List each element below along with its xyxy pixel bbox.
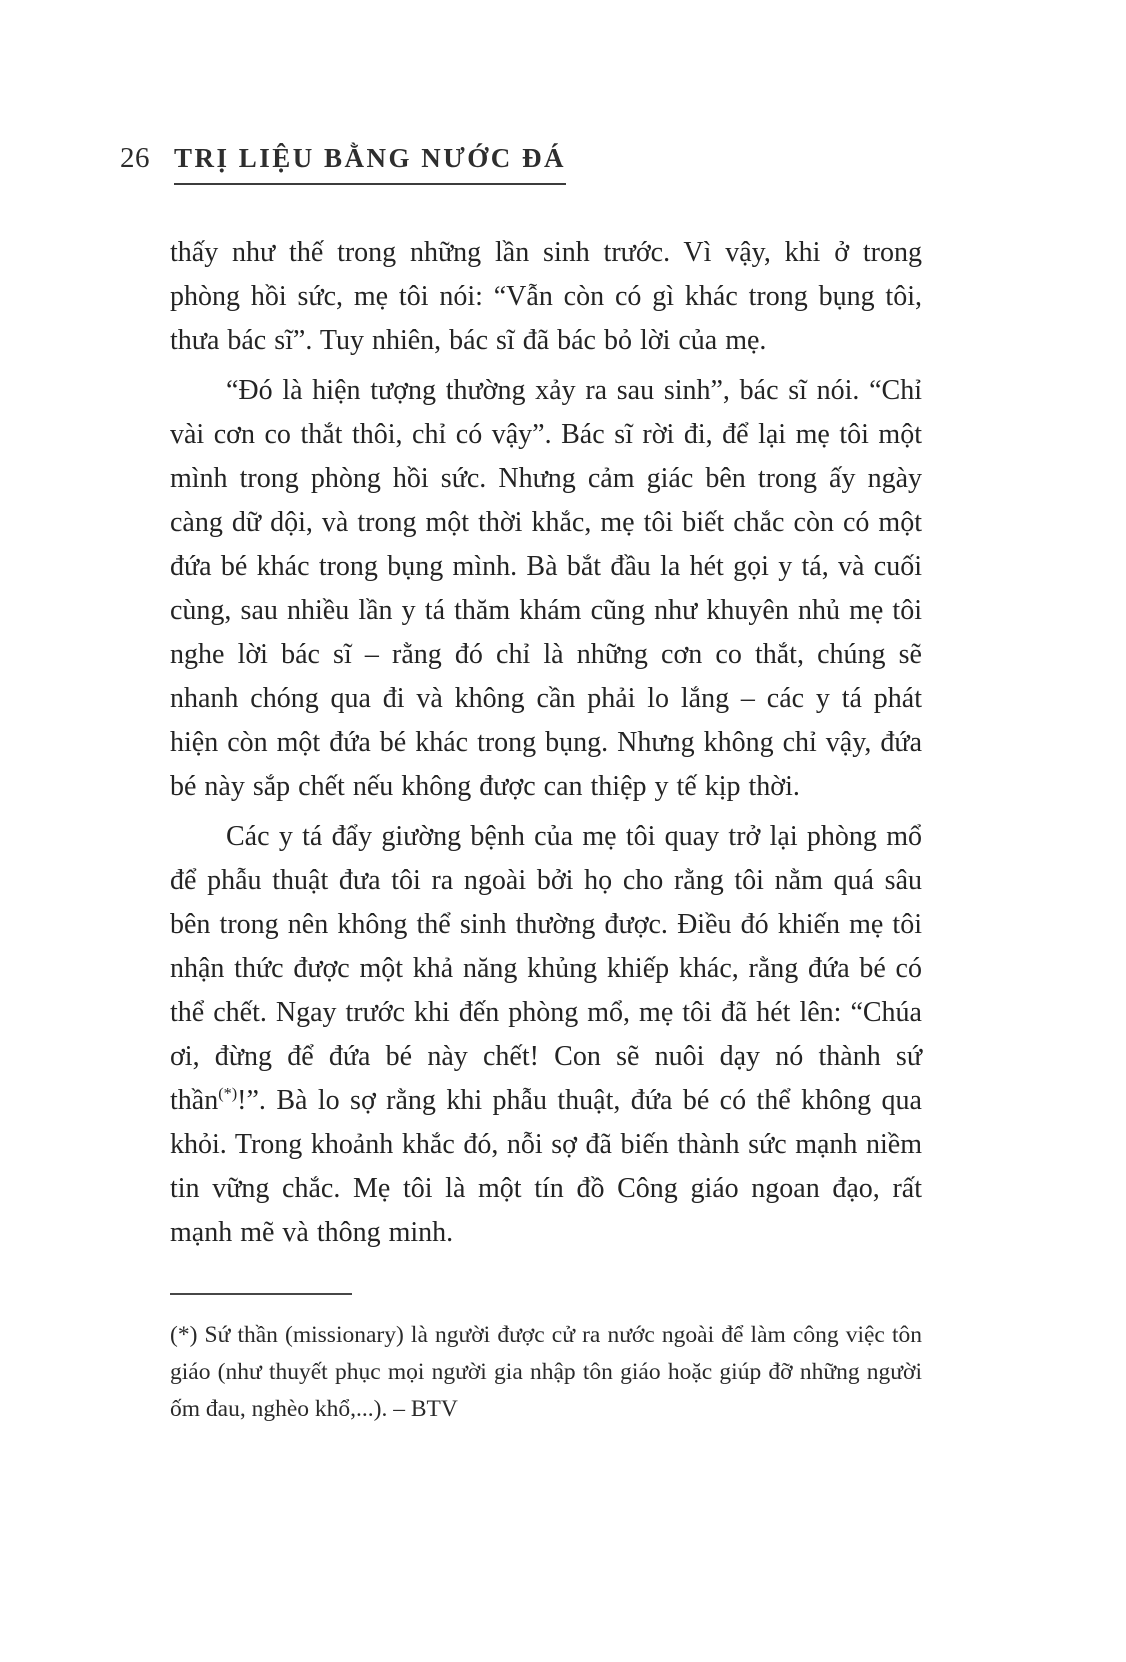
page-header bbox=[120, 142, 922, 185]
paragraph-3-text-after: !”. Bà lo sợ rằng khi phẫu thuật, đứa bé có thể không qua khỏi. Trong khoảnh khắc đó, nỗi sợ đã biến thành sức mạnh niềm tin vững chắc. Mẹ tôi là một tín đồ Công giáo ngoan đạo, rất mạnh mẽ và thông minh. bbox=[170, 1085, 922, 1248]
paragraph-2: “Đó là hiện tượng thường xảy ra sau sinh”, bác sĩ nói. “Chỉ vài cơn co thắt thôi, chỉ có vậy”. Bác sĩ rời đi, để lại mẹ tôi một mình trong phòng hồi sức. Nhưng cảm giác bên trong ấy ngày càng dữ dội, và trong một thời khắc, mẹ tôi biết chắc còn có một đứa bé khác trong bụng mình. Bà bắt đầu la hét gọi y tá, và cuối cùng, sau nhiều lần y tá thăm khám cũng như khuyên nhủ mẹ tôi nghe lời bác sĩ – rằng đó chỉ là những cơn co thắt, chúng sẽ nhanh chóng qua đi và không cần phải lo lắng – các y tá phát hiện còn một đứa bé khác trong bụng. Nhưng không chỉ vậy, đứa bé này sắp chết nếu không được can thiệp y tế kịp thời. bbox=[170, 375, 922, 802]
footnote-reference-marker: (*) bbox=[218, 1084, 238, 1103]
body-text bbox=[170, 231, 922, 1255]
paragraph-1: thấy như thế trong những lần sinh trước. Vì vậy, khi ở trong phòng hồi sức, mẹ tôi nói: “Vẫn còn có gì khác trong bụng tôi, thưa bác sĩ”. Tuy nhiên, bác sĩ đã bác bỏ lời của mẹ. bbox=[170, 237, 922, 356]
paragraph-3-text-before: Các y tá đẩy giường bệnh của mẹ tôi quay trở lại phòng mổ để phẫu thuật đưa tôi ra ngoài bởi họ cho rằng tôi nằm quá sâu bên trong nên không thể sinh thường được. Điều đó khiến mẹ tôi nhận thức được một khả năng khủng khiếp khác, rằng đứa bé có thể chết. Ngay trước khi đến phòng mổ, mẹ tôi đã hét lên: “Chúa ơi, đừng để đứa bé này chết! Con sẽ nuôi dạy nó thành sứ thần bbox=[170, 821, 922, 1116]
paragraph-3 bbox=[170, 815, 922, 1255]
footnote-separator-rule bbox=[170, 1293, 352, 1295]
footnote-text: (*) Sứ thần (missionary) là người được cử ra nước ngoài để làm công việc tôn giáo (như thuyết phục mọi người gia nhập tôn giáo hoặc giúp đỡ những người ốm đau, nghèo khổ,...). – BTV bbox=[170, 1322, 922, 1422]
page-number: 26 bbox=[120, 142, 150, 174]
footnote-block bbox=[170, 1293, 922, 1428]
running-head-title: TRỊ LIỆU BẰNG NƯỚC ĐÁ bbox=[174, 143, 566, 185]
